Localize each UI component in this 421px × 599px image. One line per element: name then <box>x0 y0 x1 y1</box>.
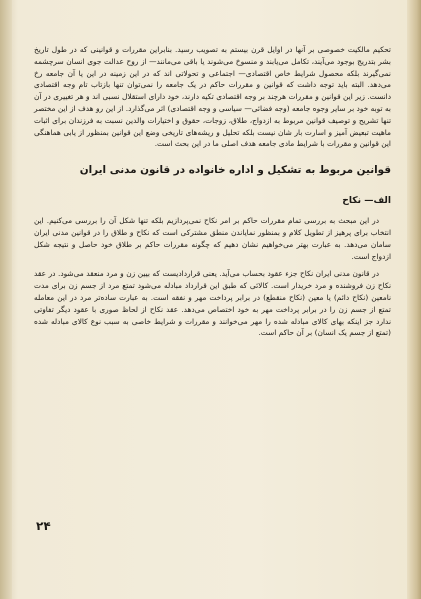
page-left-shadow <box>0 0 12 599</box>
body-paragraph: تحکیم مالکیت خصوصی بر آنها در اوایل قرن بیستم به تصویب رسید. بنابراین مقررات و قوانینی که در طول تاریخ بشر بتدریج بوجود می‌آیند، تکامل می‌یابند و منسوخ می‌شوند یا باقی می‌مانند— از روح عدالت جوی انسان سرچشمه نمی‌گیرند بلکه محصول شرایط خاص اقتصادی— اجتماعی و تحولاتی اند که در این زمینه در این یا آن جامعه رخ می‌دهد. البته باید توجه داشت که قوانین و مقررات حاکم در یک جامعه را نمی‌توان تنها بازتاب تام وجه اقتصادی دانست. زیر این قوانین و مقررات هرچند بر وجه اقتصادی تکیه دارند، خود دارای استقلال نسبی اند و هر تغییری در آن به توبه خود بر سایر وجوه جامعه (وجه فضائی— سیاسی و وجه اقتصادی) اثر می‌گذارد. از این رو هدف از این مختصر تنها تشریح و توصیف قوانین مربوط به ازدواج، طلاق، زوجات، حقوق و اختیارات والدین نسبت به فرزندان برای اثبات ماهیت تبعیض آمیز و اسارت بار شان نیست بلکه تحلیل و ریشه‌های تاریخی وضع این قوانین بمنظور از یابی هماهنگی این قوانین و مقررات با شرایط مادی جامعه هدف اصلی ما در این بحث است. <box>34 45 391 149</box>
page-right-edge <box>407 0 421 599</box>
subsection-heading: الف— نکاح <box>342 195 391 207</box>
document-body <box>34 44 391 339</box>
body-paragraph: در قانون مدنی ایران نکاح جزء عقود بحساب می‌آید. یعنی قراردادیست که بیین زن و مرد منعقد می‌شود. در عقد نکاح زن فروشنده و مرد خریدار است. کالائی که طبق این قرارداد مبادله می‌شود تمتع مرد از جسم زن برای مدت نامعین (نکاح دائم) یا معین (نکاح منقطع) در برابر پرداخت مهر و نفقه است. به عبارت ساده‌تر مرد در این معامله تمتع از جسم زن را در برابر پرداخت مهر به خود اختصاص می‌دهد. عقد نکاح از لحاظ صوری با عقود دیگر تفاوتی ندارد جز اینکه بهای کالای مبادله شده را مهر می‌خوانند و مقررات و شرایط خاصی به سبب نوع کالای مبادله شده (تمتع از جسم یک انسان) بر آن حاکم است. <box>34 269 391 338</box>
section-heading: قوانین مربوط به تشکیل و اداره خانواده در قانون مدنی ایران <box>79 164 391 177</box>
body-paragraph: در این مبحث به بررسی تمام مقررات حاکم بر امر نکاح نمی‌پردازیم بلکه تنها شکل آن را بررسی می‌کنیم. این انتخاب برای پرهیز از تطویل کلام و بمنظور نمایاندن منطق مشترکی است که نکاح و طلاق را در قوانین مدنی ایران سامان می‌دهد. به عبارت بهتر می‌خواهیم نشان دهیم که چگونه مقررات حاکم بر طلاق خود حاصل و نتیجه شکل ازدواج است. <box>34 216 391 261</box>
page-number: ۲۴ <box>36 519 51 533</box>
